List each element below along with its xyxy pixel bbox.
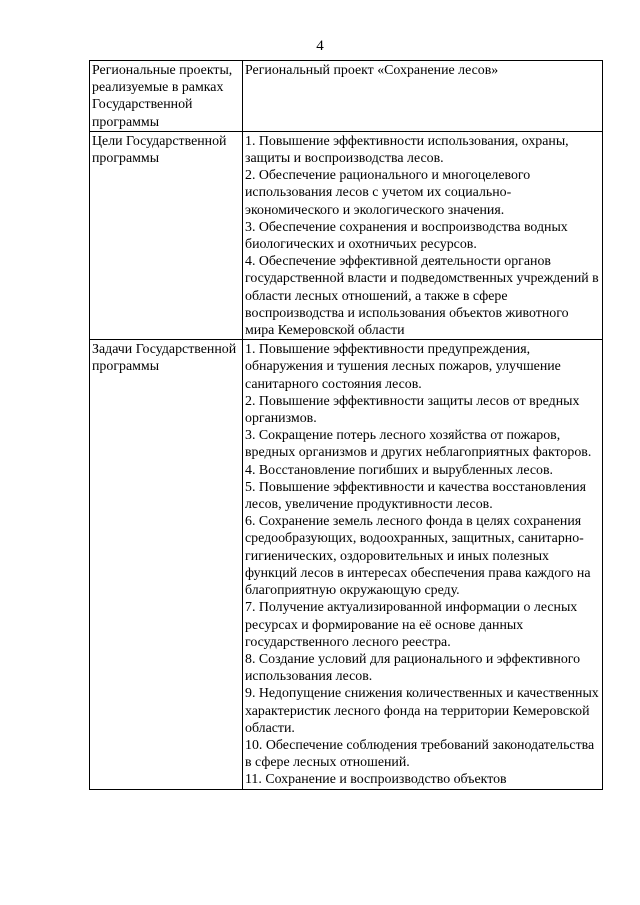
row-label-tasks: Задачи Государственной программы xyxy=(90,340,243,789)
passport-table xyxy=(89,60,603,790)
row-label-goals: Цели Государственной программы xyxy=(90,131,243,339)
goal-item: 1. Повышение эффективности использования, охраны, защиты и воспроизводства лесов. xyxy=(245,133,569,167)
task-item: 1. Повышение эффективности предупреждения, обнаружения и тушения лесных пожаров, улучшение санитарного состояния лесов. xyxy=(245,342,561,392)
task-item: 4. Восстановление погибших и вырубленных лесов. xyxy=(245,462,554,478)
task-item: 7. Получение актуализированной информации о лесных ресурсах и формирование на её основе данных государственного лесного реестра. xyxy=(245,600,578,650)
goal-item: 2. Обеспечение рационального и многоцелевого использования лесов с учетом их социально-экономического и экологического значения. xyxy=(245,168,531,218)
task-item: 5. Повышение эффективности и качества восстановления лесов, увеличение продуктивности лесов. xyxy=(245,479,586,513)
goal-item: 3. Обеспечение сохранения и воспроизводства водных биологических и охотничьих ресурсов. xyxy=(245,219,568,253)
row-value-regional-projects xyxy=(243,61,603,132)
task-item: 9. Недопущение снижения количественных и качественных характеристик лесного фонда на территории Кемеровской области. xyxy=(245,686,599,736)
task-item: 10. Обеспечение соблюдения требований законодательства в сфере лесных отношений. xyxy=(245,737,595,771)
row-label-regional-projects: Региональные проекты, реализуемые в рамках Государственной программы xyxy=(90,61,243,132)
row-value-tasks xyxy=(243,340,603,789)
task-item: 2. Повышение эффективности защиты лесов от вредных организмов. xyxy=(245,393,580,427)
page-number: 4 xyxy=(316,38,324,54)
task-item: 8. Создание условий для рационального и эффективного использования лесов. xyxy=(245,651,581,685)
table-row-tasks xyxy=(90,340,603,789)
task-item: 3. Сокращение потерь лесного хозяйства от пожаров, вредных организмов и других неблагоприятных факторов. xyxy=(245,428,592,461)
regional-project-item: Региональный проект «Сохранение лесов» xyxy=(245,63,499,78)
table-row-goals xyxy=(90,131,603,339)
table-row-regional-projects xyxy=(90,61,603,132)
goal-item: 4. Обеспечение эффективной деятельности органов государственной власти и подведомственных учреждений в области лесных отношений, а также в сфере воспроизводства и использования объектов животного мира Кемеровской области xyxy=(245,254,599,339)
task-item: 6. Сохранение земель лесного фонда в целях сохранения средообразующих, водоохранных, защитных, санитарно-гигиенических, оздоровительных и иных полезных функций лесов в интересах обеспечения права каждого на благоприятную окружающую среду. xyxy=(245,514,591,599)
task-item: 11. Сохранение и воспроизводство объектов xyxy=(245,772,507,788)
row-value-goals xyxy=(243,131,603,339)
